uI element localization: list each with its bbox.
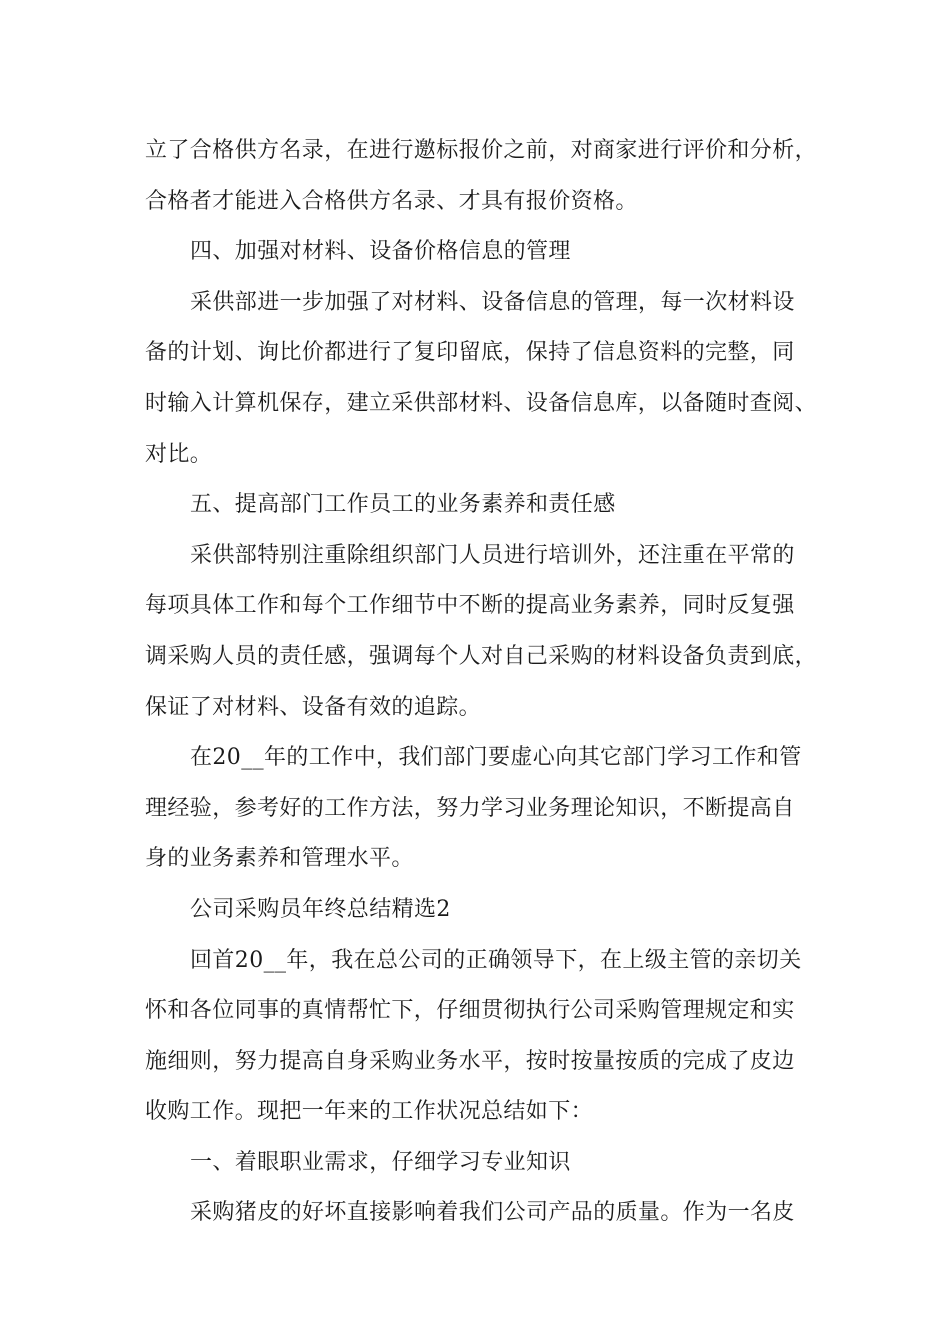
text-line: 合格者才能进入合格供方名录、才具有报价资格。 (145, 188, 638, 214)
text-line: 备的计划、询比价都进行了复印留底，保持了信息资料的完整，同 (145, 340, 795, 366)
text-line: 调采购人员的责任感，强调每个人对自己采购的材料设备负责到底， (145, 643, 818, 669)
text-line: 理经验，参考好的工作方法，努力学习业务理论知识，不断提高自 (145, 795, 795, 821)
text-line: 每项具体工作和每个工作细节中不断的提高业务素养，同时反复强 (145, 593, 795, 619)
article-title: 公司采购员年终总结精选2 (190, 896, 451, 922)
text-line: 时输入计算机保存，建立采供部材料、设备信息库，以备随时查阅、 (145, 390, 818, 416)
text-line: 采供部进一步加强了对材料、设备信息的管理，每一次材料设 (190, 289, 795, 315)
text-line: 收购工作。现把一年来的工作状况总结如下： (145, 1099, 594, 1125)
text-line: 保证了对材料、设备有效的追踪。 (145, 694, 482, 720)
document-body (145, 126, 825, 1239)
text-line: 采供部特别注重除组织部门人员进行培训外，还注重在平常的 (190, 542, 795, 568)
text-line: 身的业务素养和管理水平。 (145, 846, 414, 872)
section-heading: 四、加强对材料、设备价格信息的管理 (190, 239, 571, 265)
text-line: 立了合格供方名录，在进行邀标报价之前，对商家进行评价和分析， (145, 138, 818, 163)
text-line: 对比。 (145, 441, 213, 467)
text-line: 回首20__年，我在总公司的正确领导下，在上级主管的亲切关 (190, 947, 802, 973)
text-line: 采购猪皮的好坏直接影响着我们公司产品的质量。作为一名皮 (190, 1200, 795, 1226)
text-line: 怀和各位同事的真情帮忙下，仔细贯彻执行公司采购管理规定和实 (145, 998, 795, 1024)
section-heading: 一、着眼职业需求，仔细学习专业知识 (190, 1149, 571, 1175)
section-heading: 五、提高部门工作员工的业务素养和责任感 (190, 492, 616, 518)
text-line: 在20__年的工作中，我们部门要虚心向其它部门学习工作和管 (190, 745, 802, 771)
text-line: 施细则，努力提高自身采购业务水平，按时按量按质的完成了皮边 (145, 1048, 795, 1074)
